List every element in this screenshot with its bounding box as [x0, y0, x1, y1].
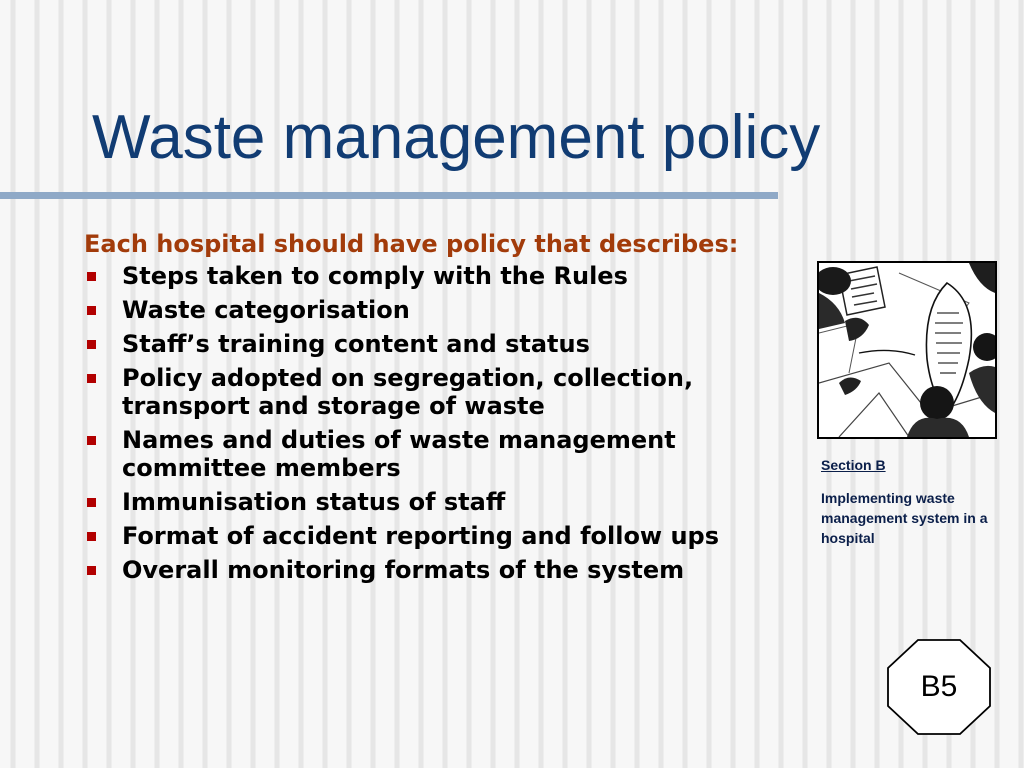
bullet-text: Policy adopted on segregation, collection, transport and storage of waste	[122, 364, 694, 420]
people-discussing-document-illustration	[817, 261, 997, 439]
square-bullet-icon	[87, 436, 96, 445]
bullet-text: Format of accident reporting and follow ups	[122, 522, 720, 550]
bullet-item	[84, 330, 804, 358]
square-bullet-icon	[87, 498, 96, 507]
bullet-text: Waste categorisation	[122, 296, 410, 324]
bullet-item	[84, 296, 804, 324]
intro-text: Each hospital should have policy that describes:	[84, 230, 739, 258]
section-badge	[886, 638, 992, 736]
bullet-list	[84, 262, 804, 584]
section-title: Section B	[821, 457, 886, 473]
square-bullet-icon	[87, 272, 96, 281]
slide-body	[84, 230, 804, 590]
bullet-item	[84, 426, 804, 482]
bullet-text: Staff’s training content and status	[122, 330, 590, 358]
bullet-text: Names and duties of waste management committee members	[122, 426, 676, 482]
slide-title: Waste management policy	[92, 103, 821, 172]
square-bullet-icon	[87, 532, 96, 541]
title-divider	[0, 192, 778, 199]
bullet-item	[84, 488, 804, 516]
bullet-item	[84, 522, 804, 550]
square-bullet-icon	[87, 340, 96, 349]
square-bullet-icon	[87, 566, 96, 575]
bullet-item	[84, 364, 804, 420]
bullet-text: Steps taken to comply with the Rules	[122, 262, 628, 290]
illustration-drawing	[819, 263, 995, 437]
section-description: Implementing waste management system in a hospital	[821, 490, 988, 546]
bullet-item	[84, 556, 804, 584]
square-bullet-icon	[87, 306, 96, 315]
badge-label: B5	[920, 670, 958, 703]
bullet-text: Immunisation status of staff	[122, 488, 506, 516]
bullet-text: Overall monitoring formats of the system	[122, 556, 685, 584]
bullet-item	[84, 262, 804, 290]
square-bullet-icon	[87, 374, 96, 383]
